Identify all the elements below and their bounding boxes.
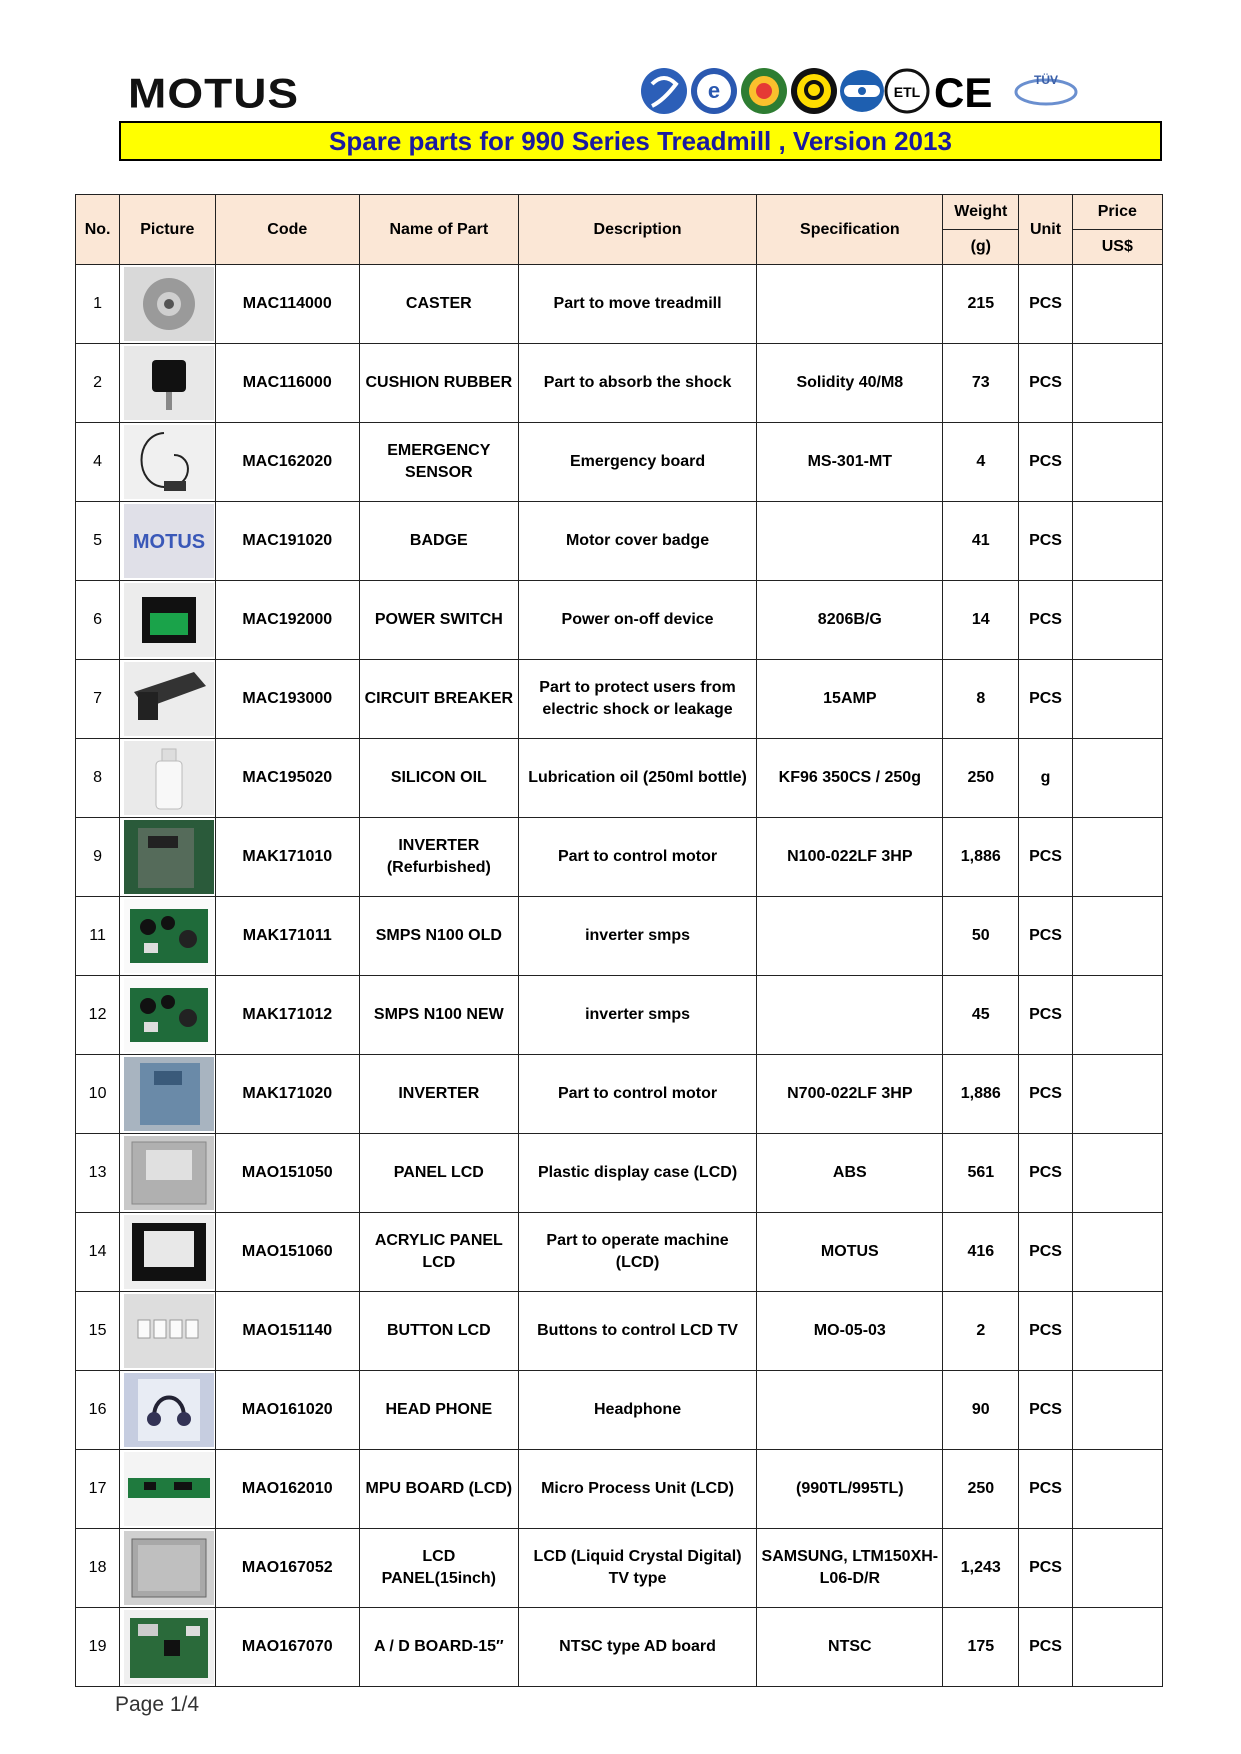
header-weight: Weight	[943, 195, 1019, 230]
header-weight-unit: (g)	[943, 230, 1019, 265]
row-description: Part to protect users from electric shock or leakage	[518, 660, 757, 739]
row-code: MAO167052	[215, 1529, 360, 1608]
row-weight: 14	[943, 581, 1019, 660]
row-description: Power on-off device	[518, 581, 757, 660]
row-description: Part to control motor	[518, 1055, 757, 1134]
row-code: MAO151050	[215, 1134, 360, 1213]
row-description: Headphone	[518, 1371, 757, 1450]
row-code: MAC195020	[215, 739, 360, 818]
row-specification: N100-022LF 3HP	[757, 818, 943, 897]
part-photo	[124, 662, 214, 736]
table-row	[76, 1608, 1163, 1687]
table-row	[76, 1134, 1163, 1213]
row-no: 5	[76, 502, 120, 581]
row-no: 17	[76, 1450, 120, 1529]
row-weight: 4	[943, 423, 1019, 502]
row-no: 19	[76, 1608, 120, 1687]
tuv-mark-icon	[1016, 72, 1076, 104]
row-picture	[120, 1213, 215, 1292]
row-name: POWER SWITCH	[360, 581, 519, 660]
row-price	[1072, 739, 1162, 818]
table-row	[76, 1529, 1163, 1608]
row-description: LCD (Liquid Crystal Digital) TV type	[518, 1529, 757, 1608]
row-specification: MO-05-03	[757, 1292, 943, 1371]
row-no: 10	[76, 1055, 120, 1134]
row-weight: 250	[943, 739, 1019, 818]
row-no: 4	[76, 423, 120, 502]
row-name: EMERGENCY SENSOR	[360, 423, 519, 502]
row-description: inverter smps	[518, 976, 757, 1055]
row-price	[1072, 1529, 1162, 1608]
table-row	[76, 660, 1163, 739]
row-code: MAC116000	[215, 344, 360, 423]
row-weight: 2	[943, 1292, 1019, 1371]
row-price	[1072, 1134, 1162, 1213]
row-picture	[120, 976, 215, 1055]
table-row	[76, 976, 1163, 1055]
svg-text:e: e	[707, 78, 721, 103]
header-unit: Unit	[1019, 195, 1072, 265]
row-code: MAO161020	[215, 1371, 360, 1450]
row-no: 12	[76, 976, 120, 1055]
part-photo	[124, 1531, 214, 1605]
part-photo	[124, 425, 214, 499]
row-name: INVERTER (Refurbished)	[360, 818, 519, 897]
row-price	[1072, 1371, 1162, 1450]
row-name: HEAD PHONE	[360, 1371, 519, 1450]
row-unit: PCS	[1019, 581, 1072, 660]
row-picture	[120, 344, 215, 423]
svg-text:MOTUS: MOTUS	[133, 531, 206, 553]
good-design-icon	[741, 68, 787, 114]
row-price	[1072, 344, 1162, 423]
row-weight: 8	[943, 660, 1019, 739]
page-number: Page 1/4	[115, 1693, 200, 1716]
row-picture	[120, 1450, 215, 1529]
part-photo	[124, 1610, 214, 1684]
svg-text:ETL: ETL	[893, 84, 921, 100]
row-description: Emergency board	[518, 423, 757, 502]
row-name: CIRCUIT BREAKER	[360, 660, 519, 739]
row-weight: 90	[943, 1371, 1019, 1450]
row-description: Buttons to control LCD TV	[518, 1292, 757, 1371]
row-unit: PCS	[1019, 1213, 1072, 1292]
row-weight: 50	[943, 897, 1019, 976]
row-weight: 41	[943, 502, 1019, 581]
row-price	[1072, 1450, 1162, 1529]
row-description: Part to control motor	[518, 818, 757, 897]
row-code: MAC162020	[215, 423, 360, 502]
brand-logo: MOTUS	[128, 69, 300, 117]
row-unit: PCS	[1019, 423, 1072, 502]
row-picture	[120, 502, 215, 581]
row-no: 9	[76, 818, 120, 897]
table-row	[76, 502, 1163, 581]
row-unit: PCS	[1019, 1371, 1072, 1450]
row-no: 2	[76, 344, 120, 423]
row-unit: PCS	[1019, 1450, 1072, 1529]
e-mark-icon	[691, 68, 737, 114]
part-photo	[124, 1294, 214, 1368]
row-unit: PCS	[1019, 897, 1072, 976]
part-photo	[124, 583, 214, 657]
row-no: 13	[76, 1134, 120, 1213]
row-code: MAK171010	[215, 818, 360, 897]
table-header-row	[76, 195, 1163, 230]
table-row	[76, 1213, 1163, 1292]
row-code: MAK171020	[215, 1055, 360, 1134]
row-specification	[757, 502, 943, 581]
part-photo	[124, 899, 214, 973]
table-row	[76, 739, 1163, 818]
etl-mark-icon	[886, 70, 928, 112]
row-price	[1072, 818, 1162, 897]
row-description: Plastic display case (LCD)	[518, 1134, 757, 1213]
row-code: MAO151140	[215, 1292, 360, 1371]
row-weight: 175	[943, 1608, 1019, 1687]
table-row	[76, 265, 1163, 344]
row-price	[1072, 897, 1162, 976]
row-code: MAK171012	[215, 976, 360, 1055]
row-weight: 215	[943, 265, 1019, 344]
part-photo	[124, 1373, 214, 1447]
document-title: Spare parts for 990 Series Treadmill , Version 2013	[119, 121, 1162, 161]
row-no: 8	[76, 739, 120, 818]
row-picture	[120, 1055, 215, 1134]
table-row	[76, 1450, 1163, 1529]
row-picture	[120, 739, 215, 818]
row-name: BADGE	[360, 502, 519, 581]
table-row	[76, 818, 1163, 897]
row-specification: SAMSUNG, LTM150XH-L06-D/R	[757, 1529, 943, 1608]
header-description: Description	[518, 195, 757, 265]
row-code: MAO167070	[215, 1608, 360, 1687]
table-row	[76, 423, 1163, 502]
spare-parts-table	[75, 194, 1163, 1687]
part-photo	[124, 504, 214, 578]
kc-mark-icon	[840, 70, 884, 112]
row-unit: PCS	[1019, 1529, 1072, 1608]
row-picture	[120, 1134, 215, 1213]
row-price	[1072, 1213, 1162, 1292]
row-name: CASTER	[360, 265, 519, 344]
row-specification: N700-022LF 3HP	[757, 1055, 943, 1134]
header-no: No.	[76, 195, 120, 265]
row-price	[1072, 423, 1162, 502]
row-name: SMPS N100 OLD	[360, 897, 519, 976]
row-picture	[120, 265, 215, 344]
header-price: Price	[1072, 195, 1162, 230]
row-price	[1072, 976, 1162, 1055]
row-price	[1072, 1608, 1162, 1687]
row-weight: 250	[943, 1450, 1019, 1529]
row-weight: 73	[943, 344, 1019, 423]
row-name: SILICON OIL	[360, 739, 519, 818]
row-weight: 1,886	[943, 1055, 1019, 1134]
row-unit: PCS	[1019, 976, 1072, 1055]
row-weight: 1,243	[943, 1529, 1019, 1608]
row-name: A / D BOARD-15″	[360, 1608, 519, 1687]
part-photo	[124, 978, 214, 1052]
row-name: ACRYLIC PANEL LCD	[360, 1213, 519, 1292]
row-specification	[757, 265, 943, 344]
row-code: MAO162010	[215, 1450, 360, 1529]
row-unit: PCS	[1019, 265, 1072, 344]
part-photo	[124, 1136, 214, 1210]
row-weight: 1,886	[943, 818, 1019, 897]
row-code: MAC193000	[215, 660, 360, 739]
row-weight: 561	[943, 1134, 1019, 1213]
row-description: Part to absorb the shock	[518, 344, 757, 423]
row-no: 6	[76, 581, 120, 660]
row-specification	[757, 897, 943, 976]
table-row	[76, 1055, 1163, 1134]
ks-mark-icon	[641, 68, 687, 114]
row-no: 11	[76, 897, 120, 976]
row-code: MAK171011	[215, 897, 360, 976]
row-code: MAC114000	[215, 265, 360, 344]
row-specification: MS-301-MT	[757, 423, 943, 502]
header-code: Code	[215, 195, 360, 265]
table-row	[76, 344, 1163, 423]
row-code: MAO151060	[215, 1213, 360, 1292]
row-name: INVERTER	[360, 1055, 519, 1134]
part-photo	[124, 267, 214, 341]
part-photo	[124, 346, 214, 420]
row-no: 15	[76, 1292, 120, 1371]
table-row	[76, 897, 1163, 976]
row-price	[1072, 502, 1162, 581]
svg-text:TÜV: TÜV	[1034, 73, 1058, 87]
row-unit: PCS	[1019, 660, 1072, 739]
certification-logos	[640, 62, 1080, 120]
row-picture	[120, 581, 215, 660]
header-currency: US$	[1072, 230, 1162, 265]
table-row	[76, 1292, 1163, 1371]
row-description: Lubrication oil (250ml bottle)	[518, 739, 757, 818]
row-no: 1	[76, 265, 120, 344]
row-unit: PCS	[1019, 502, 1072, 581]
table-row	[76, 581, 1163, 660]
row-specification: NTSC	[757, 1608, 943, 1687]
row-unit: PCS	[1019, 344, 1072, 423]
row-unit: PCS	[1019, 1055, 1072, 1134]
row-unit: PCS	[1019, 1134, 1072, 1213]
row-description: NTSC type AD board	[518, 1608, 757, 1687]
row-name: BUTTON LCD	[360, 1292, 519, 1371]
row-picture	[120, 1292, 215, 1371]
part-photo	[124, 1215, 214, 1289]
row-price	[1072, 581, 1162, 660]
row-unit: PCS	[1019, 1608, 1072, 1687]
row-specification: 8206B/G	[757, 581, 943, 660]
row-price	[1072, 265, 1162, 344]
row-picture	[120, 897, 215, 976]
row-specification	[757, 976, 943, 1055]
row-picture	[120, 660, 215, 739]
row-price	[1072, 660, 1162, 739]
row-name: SMPS N100 NEW	[360, 976, 519, 1055]
row-name: MPU BOARD (LCD)	[360, 1450, 519, 1529]
row-code: MAC191020	[215, 502, 360, 581]
part-photo	[124, 741, 214, 815]
row-specification: 15AMP	[757, 660, 943, 739]
row-unit: PCS	[1019, 1292, 1072, 1371]
header-picture: Picture	[120, 195, 215, 265]
svg-text:CE: CE	[934, 69, 993, 116]
ce-mark-icon	[934, 69, 992, 116]
row-specification: Solidity 40/M8	[757, 344, 943, 423]
q-mark-icon	[791, 68, 837, 114]
row-name: CUSHION RUBBER	[360, 344, 519, 423]
row-price	[1072, 1055, 1162, 1134]
row-name: LCD PANEL(15inch)	[360, 1529, 519, 1608]
part-photo	[124, 1452, 214, 1526]
row-picture	[120, 1529, 215, 1608]
part-photo	[124, 820, 214, 894]
row-specification: ABS	[757, 1134, 943, 1213]
row-price	[1072, 1292, 1162, 1371]
row-description: inverter smps	[518, 897, 757, 976]
header-specification: Specification	[757, 195, 943, 265]
row-specification	[757, 1371, 943, 1450]
row-description: Micro Process Unit (LCD)	[518, 1450, 757, 1529]
row-picture	[120, 423, 215, 502]
row-description: Motor cover badge	[518, 502, 757, 581]
row-no: 18	[76, 1529, 120, 1608]
part-photo	[124, 1057, 214, 1131]
row-description: Part to move treadmill	[518, 265, 757, 344]
row-specification: KF96 350CS / 250g	[757, 739, 943, 818]
row-unit: g	[1019, 739, 1072, 818]
row-picture	[120, 1608, 215, 1687]
row-weight: 416	[943, 1213, 1019, 1292]
row-no: 14	[76, 1213, 120, 1292]
row-unit: PCS	[1019, 818, 1072, 897]
table-row	[76, 1371, 1163, 1450]
row-description: Part to operate machine (LCD)	[518, 1213, 757, 1292]
row-no: 7	[76, 660, 120, 739]
row-code: MAC192000	[215, 581, 360, 660]
row-specification: MOTUS	[757, 1213, 943, 1292]
header-name: Name of Part	[360, 195, 519, 265]
row-weight: 45	[943, 976, 1019, 1055]
row-picture	[120, 1371, 215, 1450]
row-specification: (990TL/995TL)	[757, 1450, 943, 1529]
row-no: 16	[76, 1371, 120, 1450]
row-picture	[120, 818, 215, 897]
row-name: PANEL LCD	[360, 1134, 519, 1213]
